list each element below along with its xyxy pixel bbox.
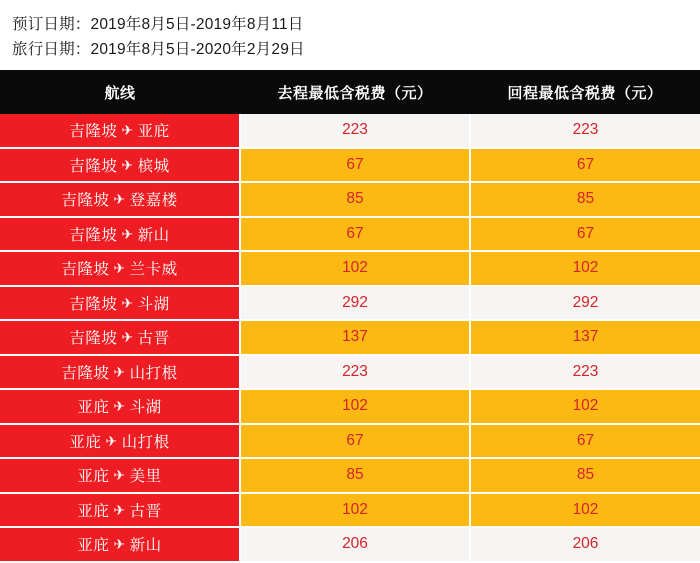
route-destination: 斗湖 <box>137 295 170 313</box>
header-info <box>0 0 700 70</box>
outbound-price-cell: 223 <box>240 355 470 390</box>
return-price-cell: 85 <box>470 458 700 493</box>
return-price-cell: 137 <box>470 320 700 355</box>
route-cell <box>0 286 240 321</box>
route-origin: 亚庇 <box>77 399 110 417</box>
route-cell <box>0 251 240 286</box>
route-cell <box>0 217 240 252</box>
route-origin: 吉隆坡 <box>61 261 110 279</box>
route-destination: 斗湖 <box>129 399 162 417</box>
plane-icon: ✈ <box>113 191 126 208</box>
route-cell <box>0 424 240 459</box>
plane-icon: ✈ <box>113 501 126 518</box>
table-row <box>0 424 700 459</box>
table-row <box>0 527 700 562</box>
route-cell <box>0 355 240 390</box>
outbound-price-cell: 67 <box>240 424 470 459</box>
outbound-price-cell: 85 <box>240 458 470 493</box>
outbound-price-cell: 102 <box>240 389 470 424</box>
plane-icon: ✈ <box>121 329 134 346</box>
route-origin: 亚庇 <box>69 433 102 451</box>
plane-icon: ✈ <box>113 536 126 553</box>
route-cell <box>0 148 240 183</box>
return-price-cell: 102 <box>470 493 700 528</box>
column-header-route: 航线 <box>0 70 240 114</box>
table-row <box>0 148 700 183</box>
outbound-price-cell: 206 <box>240 527 470 562</box>
route-origin: 吉隆坡 <box>69 295 118 313</box>
return-price-cell: 85 <box>470 182 700 217</box>
route-cell <box>0 527 240 562</box>
table-row <box>0 355 700 390</box>
route-origin: 吉隆坡 <box>61 192 110 210</box>
outbound-price-cell: 102 <box>240 251 470 286</box>
route-destination: 兰卡威 <box>129 261 178 279</box>
plane-icon: ✈ <box>121 225 134 242</box>
route-cell <box>0 320 240 355</box>
return-price-cell: 67 <box>470 148 700 183</box>
table-body <box>0 114 700 562</box>
travel-date-line: 旅行日期：2019年8月5日-2020年2月29日 <box>12 41 305 58</box>
route-destination: 古晋 <box>137 330 170 348</box>
return-price-cell: 223 <box>470 114 700 148</box>
outbound-price-cell: 223 <box>240 114 470 148</box>
route-origin: 吉隆坡 <box>69 330 118 348</box>
table-row <box>0 286 700 321</box>
plane-icon: ✈ <box>121 156 134 173</box>
outbound-price-cell: 102 <box>240 493 470 528</box>
fare-table <box>0 70 700 563</box>
outbound-price-cell: 137 <box>240 320 470 355</box>
table-row <box>0 114 700 148</box>
route-destination: 美里 <box>129 468 162 486</box>
route-origin: 亚庇 <box>77 502 110 520</box>
table-row <box>0 458 700 493</box>
route-destination: 登嘉楼 <box>129 192 178 210</box>
plane-icon: ✈ <box>113 363 126 380</box>
route-origin: 亚庇 <box>77 468 110 486</box>
return-price-cell: 206 <box>470 527 700 562</box>
route-cell <box>0 182 240 217</box>
outbound-price-cell: 85 <box>240 182 470 217</box>
route-destination: 槟城 <box>137 157 170 175</box>
outbound-price-cell: 67 <box>240 148 470 183</box>
plane-icon: ✈ <box>113 398 126 415</box>
outbound-price-cell: 67 <box>240 217 470 252</box>
outbound-price-cell: 292 <box>240 286 470 321</box>
table-row <box>0 389 700 424</box>
plane-icon: ✈ <box>105 432 118 449</box>
route-destination: 山打根 <box>121 433 170 451</box>
route-origin: 吉隆坡 <box>69 157 118 175</box>
table-row <box>0 320 700 355</box>
route-destination: 山打根 <box>129 364 178 382</box>
route-cell <box>0 389 240 424</box>
table-row <box>0 493 700 528</box>
table-header-row <box>0 70 700 114</box>
plane-icon: ✈ <box>121 122 134 139</box>
return-price-cell: 102 <box>470 251 700 286</box>
table-row <box>0 217 700 252</box>
return-price-cell: 292 <box>470 286 700 321</box>
route-destination: 古晋 <box>129 502 162 520</box>
route-destination: 新山 <box>129 537 162 555</box>
return-price-cell: 67 <box>470 424 700 459</box>
column-header-return: 回程最低含税费（元） <box>470 70 700 114</box>
booking-date-line: 预订日期：2019年8月5日-2019年8月11日 <box>12 16 304 33</box>
route-cell <box>0 114 240 148</box>
table-row <box>0 251 700 286</box>
plane-icon: ✈ <box>121 294 134 311</box>
route-origin: 亚庇 <box>77 537 110 555</box>
route-destination: 亚庇 <box>137 123 170 141</box>
table-row <box>0 182 700 217</box>
return-price-cell: 102 <box>470 389 700 424</box>
route-cell <box>0 493 240 528</box>
table-header <box>0 70 700 114</box>
route-origin: 吉隆坡 <box>61 364 110 382</box>
plane-icon: ✈ <box>113 260 126 277</box>
route-cell <box>0 458 240 493</box>
return-price-cell: 67 <box>470 217 700 252</box>
route-origin: 吉隆坡 <box>69 226 118 244</box>
plane-icon: ✈ <box>113 467 126 484</box>
return-price-cell: 223 <box>470 355 700 390</box>
column-header-outbound: 去程最低含税费（元） <box>240 70 470 114</box>
route-origin: 吉隆坡 <box>69 123 118 141</box>
route-destination: 新山 <box>137 226 170 244</box>
